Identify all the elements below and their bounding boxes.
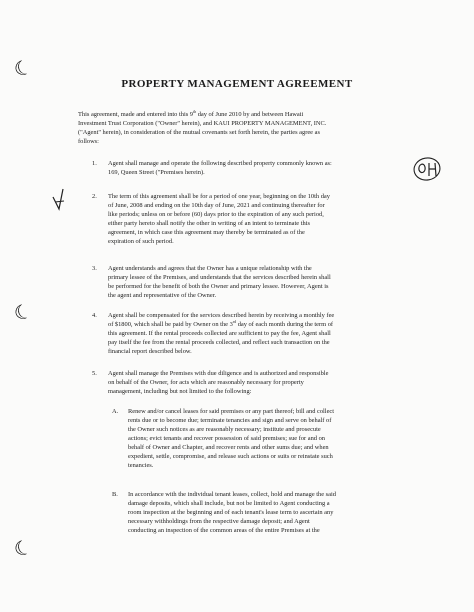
section-4-line: financial report described below.	[108, 348, 192, 355]
section-4-line: this agreement. If the rental proceeds collected are sufficient to pay the fee, Agent shall	[108, 330, 331, 337]
subsection-a-line: Renew and/or cancel leases for said premises or any part thereof; bill and collect	[128, 408, 335, 415]
section-number: 3.	[92, 265, 97, 272]
section-2-line: The term of this agreement shall be for a period of one year, beginning on the 10th day	[108, 193, 330, 200]
subsection-a-line: rents due or to become due; terminate tenancies and sign and serve on behalf of	[128, 417, 332, 424]
section-number: 1.	[92, 160, 97, 167]
section-3-line: primary lessee of the Premises, and understands that the services described herein shall	[108, 274, 331, 281]
section-5-line: Agent shall manage the Premises with due diligence and is authorized and responsible	[108, 370, 329, 377]
margin-check-mark-icon	[50, 185, 70, 215]
intro-line: Investment Trust Corporation ("Owner" herein), and KAUI PROPERTY MANAGEMENT, INC.	[78, 120, 327, 127]
subsection-b-line: damage deposits, which shall include, but not be limited to Agent conducting a	[128, 500, 330, 507]
subsection-a-line: behalf of Owner and Chapter, and recover rents and other sums due; and when	[128, 444, 329, 451]
section-5-line: management, including but not limited to the following:	[108, 388, 252, 395]
subsection-a-line: the Owner such notices as are reasonably necessary; institute and prosecute	[128, 426, 321, 433]
handwritten-initials-icon	[412, 155, 444, 183]
binder-hole-icon: ☾	[10, 53, 36, 83]
section-3-line: Agent understands and agrees that the Owner has a unique relationship with the	[108, 265, 312, 272]
section-2-line: expiration of such period.	[108, 238, 174, 245]
subsection-b-line: In accordance with the individual tenant leases, collect, hold and manage the said	[128, 491, 336, 498]
section-number: 4.	[92, 312, 97, 319]
subsection-a-line: expedient, settle, compromise, and release such actions or suits or reinstate such	[128, 453, 333, 460]
intro-line: ("Agent" herein), in consideration of the mutual covenants set forth herein, the parties agree as	[78, 129, 320, 136]
subsection-b-line: conducting an inspection of the common areas of the entire Premises at the	[128, 527, 320, 534]
subsection-b-line: necessary withholdings from the respective damage deposit; and Agent	[128, 518, 310, 525]
subsection-b-line: room inspection at the beginning and of each tenant's lease term to ascertain any	[128, 509, 334, 516]
section-1-line: 169, Queen Street ("Premises herein).	[108, 169, 205, 176]
section-2-line: agreement, in which case this agreement may thereby be terminated as of the	[108, 229, 305, 236]
section-2-line: either party hereto shall notify the other in writing of an intent to terminate this	[108, 220, 310, 227]
subsection-a-line: actions; evict tenants and recover possession of said premises; sue for and on	[128, 435, 325, 442]
intro-line: This agreement, made and entered into this 9th day of June 2010 by and between Hawaii	[78, 108, 304, 118]
section-4-line: of $1800, which shall be paid by Owner on the 3rd day of each month during the term of	[108, 318, 334, 328]
intro-line: follows:	[78, 138, 99, 145]
section-4-line: Agent shall be compensated for the services described herein by receiving a monthly fee	[108, 312, 335, 319]
section-1-line: Agent shall manage and operate the following described property commonly known as:	[108, 160, 332, 167]
section-number: 5.	[92, 370, 97, 377]
subsection-letter: A.	[112, 408, 119, 415]
section-5-line: on behalf of the Owner, for acts which are reasonably necessary for property	[108, 379, 304, 386]
subsection-a-line: tenancies.	[128, 462, 154, 469]
section-3-line: be performed for the benefit of both the Owner and primary lessee. However, Agent is	[108, 283, 329, 290]
binder-hole-icon: ☾	[10, 297, 36, 327]
section-2-line: like periods; unless on or before (60) days prior to the expiration of any such period,	[108, 211, 324, 218]
section-4-line: pay itself the fee from the rental proceeds collected, and reflect such transaction on the	[108, 339, 330, 346]
section-3-line: the agent and representative of the Owner.	[108, 292, 217, 299]
subsection-letter: B.	[112, 491, 118, 498]
binder-hole-icon: ☾	[10, 533, 36, 563]
section-number: 2.	[92, 193, 97, 200]
document-title: PROPERTY MANAGEMENT AGREEMENT	[121, 78, 353, 90]
section-2-line: of June, 2008 and ending on the 10th day of June, 2021 and continuing thereafter for	[108, 202, 325, 209]
